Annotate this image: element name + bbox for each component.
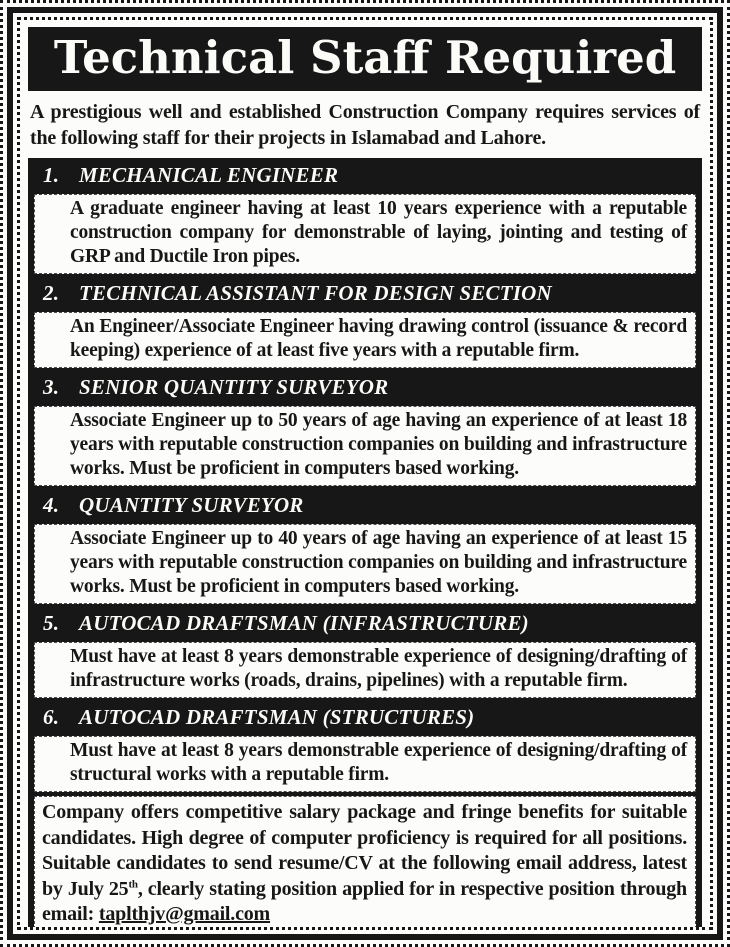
ad-title-banner xyxy=(28,27,702,91)
section-description: Associate Engineer up to 40 years of age having an experience of at least 15 years with reputable construction companies on building and infrastructure works. Must be proficient in computers based working. xyxy=(34,524,696,604)
section-number: 5. xyxy=(43,611,60,635)
footer-paragraph xyxy=(34,796,696,930)
section-title: AUTOCAD DRAFTSMAN (STRUCTURES) xyxy=(79,705,475,729)
footer-text-after-date: , clearly stating position applied for in respective position through email: xyxy=(42,877,687,925)
section-description: An Engineer/Associate Engineer having drawing control (issuance & record keeping) experience of at least five years with a reputable firm. xyxy=(34,312,696,368)
page-title: Technical Staff Required xyxy=(53,31,677,84)
section-title: SENIOR QUANTITY SURVEYOR xyxy=(79,375,389,399)
ad-inner-dotted-frame xyxy=(17,17,713,930)
section-header-senior-quantity-surveyor xyxy=(33,372,697,403)
section-header-quantity-surveyor xyxy=(33,490,697,521)
section-number: 4. xyxy=(43,493,60,517)
section-description: Must have at least 8 years demonstrable experience of designing/drafting of structural works with a reputable firm. xyxy=(34,736,696,792)
section-header-mechanical-engineer xyxy=(33,160,697,191)
positions-panel xyxy=(28,158,702,930)
section-number: 3. xyxy=(43,375,60,399)
footer-text-before-date: Company offers competitive salary package and fringe benefits for suitable candidates. High degree of computer proficiency is required for all positions. Suitable candidates to send resume/CV at the following email address, latest by July 25 xyxy=(42,801,687,900)
section-number: 6. xyxy=(43,705,60,729)
section-header-autocad-draftsman-infrastructure xyxy=(33,608,697,639)
ad-solid-frame xyxy=(7,7,723,940)
section-header-technical-assistant xyxy=(33,278,697,309)
section-number: 2. xyxy=(43,281,60,305)
section-header-autocad-draftsman-structures xyxy=(33,702,697,733)
section-title: QUANTITY SURVEYOR xyxy=(79,493,304,517)
intro-paragraph: A prestigious well and established Construction Company requires services of the following staff for their projects in Islamabad and Lahore. xyxy=(30,101,700,149)
section-description: A graduate engineer having at least 10 years experience with a reputable construction company for demonstrable of laying, jointing and testing of GRP and Ductile Iron pipes. xyxy=(34,194,696,274)
date-ordinal-superscript: th xyxy=(128,877,138,890)
section-number: 1. xyxy=(43,163,60,187)
section-description: Must have at least 8 years demonstrable experience of designing/drafting of infrastructure works (roads, drains, pipelines) with a reputable firm. xyxy=(34,642,696,698)
section-title: MECHANICAL ENGINEER xyxy=(79,163,339,187)
section-title: AUTOCAD DRAFTSMAN (INFRASTRUCTURE) xyxy=(79,611,529,635)
section-title: TECHNICAL ASSISTANT FOR DESIGN SECTION xyxy=(79,281,552,305)
section-description: Associate Engineer up to 50 years of age having an experience of at least 18 years with reputable construction companies on building and infrastructure works. Must be proficient in computers based working. xyxy=(34,406,696,486)
email-link[interactable]: taplthjv@gmail.com xyxy=(98,903,271,925)
